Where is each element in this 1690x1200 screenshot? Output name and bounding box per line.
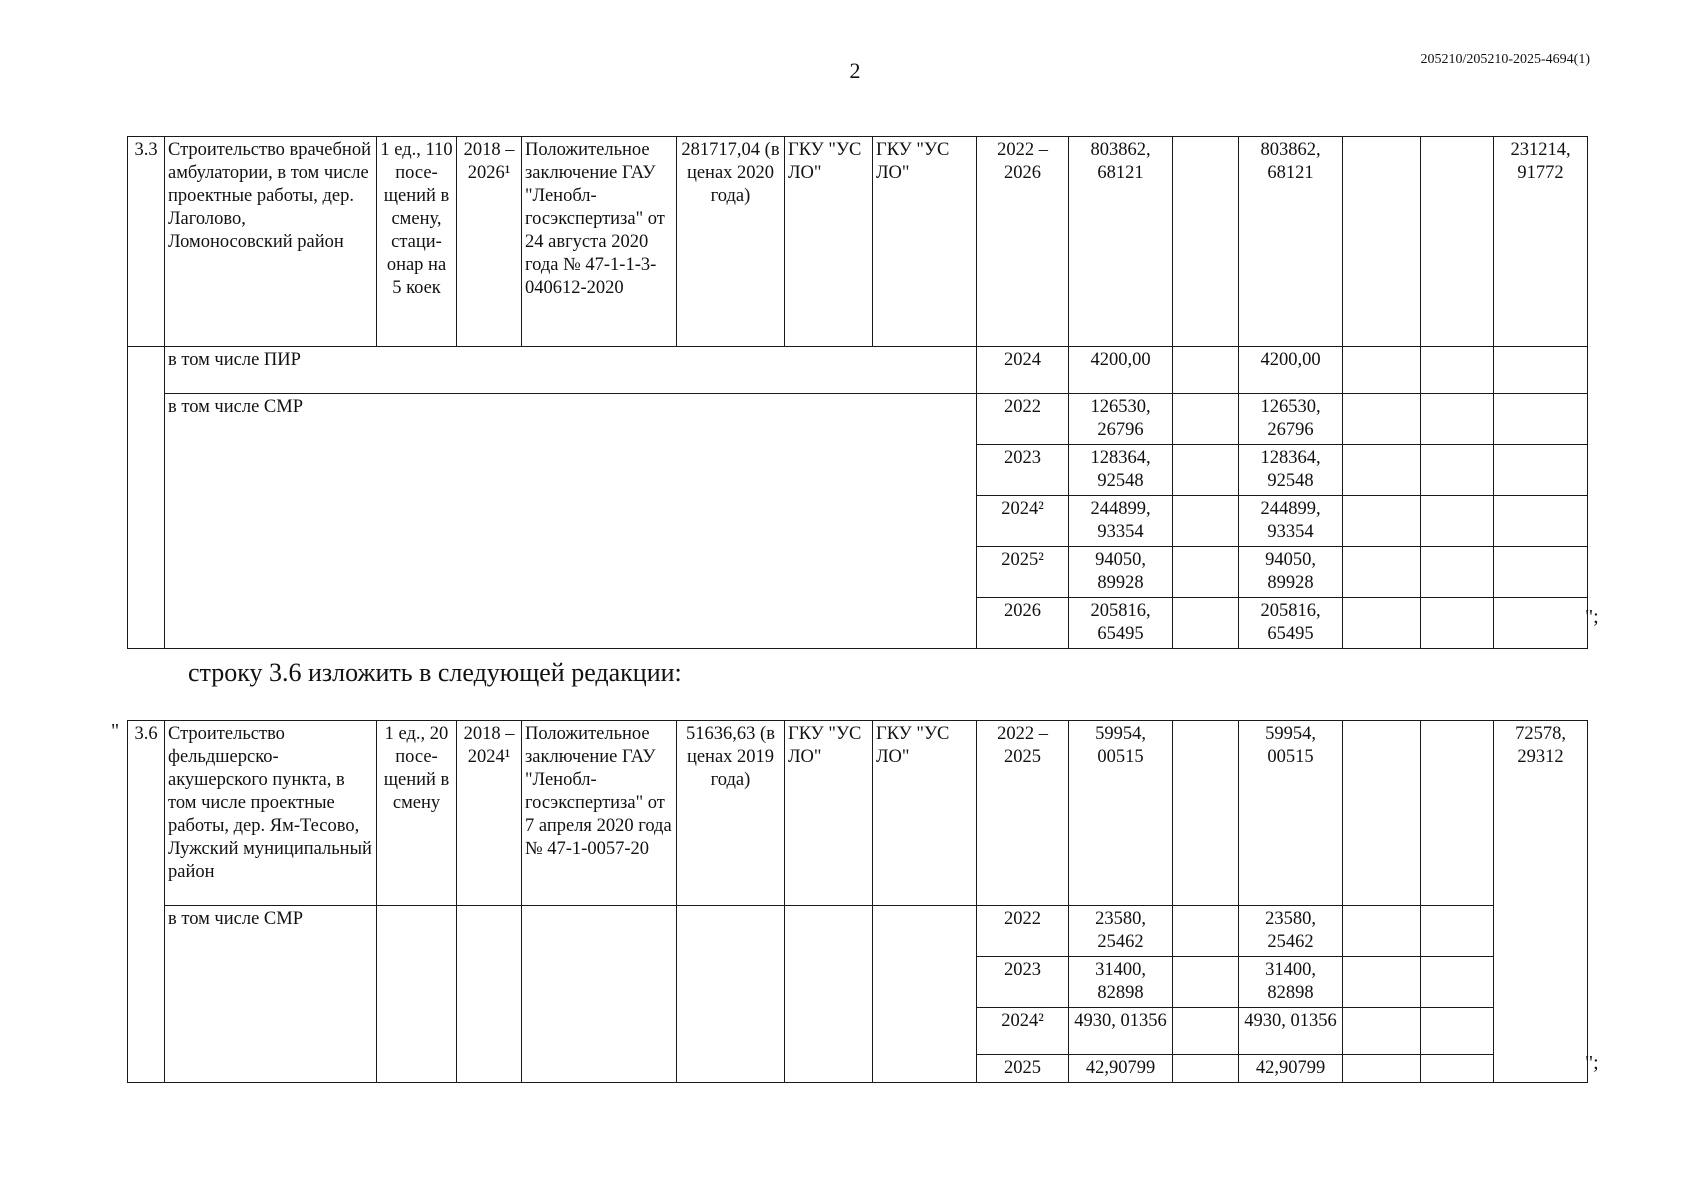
smr-total: 126530, 26796 xyxy=(1069,394,1173,445)
smr-remaining xyxy=(1494,598,1588,649)
row-number: 3.6 xyxy=(128,721,165,1083)
row-3-3-table xyxy=(127,136,1588,649)
financing-years: 2022 – 2025 xyxy=(977,721,1069,906)
smr-federal xyxy=(1173,496,1239,547)
smr-local xyxy=(1343,394,1421,445)
smr-other xyxy=(1421,1055,1494,1083)
capacity: 1 ед., 20 посе-щений в смену xyxy=(377,721,457,906)
total-financing: 59954, 00515 xyxy=(1069,721,1173,906)
smr-other xyxy=(1421,394,1494,445)
developer: ГКУ "УС ЛО" xyxy=(873,137,977,347)
smr-label: в том числе СМР xyxy=(165,394,977,649)
smr-year: 2024² xyxy=(977,1008,1069,1055)
customer-empty xyxy=(785,906,873,1083)
smr-local xyxy=(1343,496,1421,547)
smr-total: 94050, 89928 xyxy=(1069,547,1173,598)
smr-regional: 4930, 01356 xyxy=(1239,1008,1343,1055)
smr-regional: 244899, 93354 xyxy=(1239,496,1343,547)
row-number-continued xyxy=(128,347,165,649)
construction-period: 2018 – 2024¹ xyxy=(457,721,522,906)
smr-year: 2022 xyxy=(977,906,1069,957)
smr-federal xyxy=(1173,445,1239,496)
other-sources xyxy=(1421,721,1494,906)
local-budget xyxy=(1343,721,1421,906)
smr-year: 2022 xyxy=(977,394,1069,445)
cost-empty xyxy=(677,906,785,1083)
pir-total: 4200,00 xyxy=(1069,347,1173,394)
smr-year: 2025 xyxy=(977,1055,1069,1083)
customer: ГКУ "УС ЛО" xyxy=(785,137,873,347)
smr-regional: 23580, 25462 xyxy=(1239,906,1343,957)
smr-other xyxy=(1421,906,1494,957)
local-budget xyxy=(1343,137,1421,347)
smr-total: 4930, 01356 xyxy=(1069,1008,1173,1055)
regional-budget: 803862, 68121 xyxy=(1239,137,1343,347)
smr-other xyxy=(1421,1008,1494,1055)
smr-remaining xyxy=(1494,394,1588,445)
smr-other xyxy=(1421,547,1494,598)
smr-regional: 31400, 82898 xyxy=(1239,957,1343,1008)
object-name: Строительство врачебной амбулатории, в том числе проектные работы, дер. Лаголово, Ломоносовский район xyxy=(165,137,377,347)
smr-label: в том числе СМР xyxy=(165,906,377,1083)
smr-other xyxy=(1421,496,1494,547)
page-number: 2 xyxy=(849,58,861,83)
smr-local xyxy=(1343,445,1421,496)
smr-total: 31400, 82898 xyxy=(1069,957,1173,1008)
period-empty xyxy=(457,906,522,1083)
closing-quote: "; xyxy=(1585,606,1599,628)
capacity: 1 ед., 110 посе-щений в смену, стаци-онар на 5 коек xyxy=(377,137,457,347)
smr-regional: 94050, 89928 xyxy=(1239,547,1343,598)
smr-year: 2023 xyxy=(977,445,1069,496)
smr-year: 2023 xyxy=(977,957,1069,1008)
estimated-cost: 51636,63 (в ценах 2019 года) xyxy=(677,721,785,906)
smr-total: 244899, 93354 xyxy=(1069,496,1173,547)
smr-regional: 205816, 65495 xyxy=(1239,598,1343,649)
smr-year: 2024² xyxy=(977,496,1069,547)
smr-other xyxy=(1421,957,1494,1008)
smr-federal xyxy=(1173,598,1239,649)
smr-federal xyxy=(1173,394,1239,445)
opening-quote: " xyxy=(111,720,120,742)
estimated-cost: 281717,04 (в ценах 2020 года) xyxy=(677,137,785,347)
developer-empty xyxy=(873,906,977,1083)
pir-label: в том числе ПИР xyxy=(165,347,977,394)
smr-regional: 128364, 92548 xyxy=(1239,445,1343,496)
pir-other xyxy=(1421,347,1494,394)
developer: ГКУ "УС ЛО" xyxy=(873,721,977,906)
closing-quote: "; xyxy=(1585,1052,1599,1074)
smr-federal xyxy=(1173,1008,1239,1055)
smr-total: 205816, 65495 xyxy=(1069,598,1173,649)
smr-local xyxy=(1343,598,1421,649)
smr-local xyxy=(1343,1008,1421,1055)
smr-federal xyxy=(1173,906,1239,957)
smr-regional: 42,90799 xyxy=(1239,1055,1343,1083)
row-number: 3.3 xyxy=(128,137,165,347)
instruction-text: строку 3.6 изложить в следующей редакции: xyxy=(188,658,682,687)
regional-budget: 59954, 00515 xyxy=(1239,721,1343,906)
smr-year: 2025² xyxy=(977,547,1069,598)
smr-other xyxy=(1421,598,1494,649)
federal-budget xyxy=(1173,137,1239,347)
conclusion-empty xyxy=(522,906,677,1083)
smr-local xyxy=(1343,1055,1421,1083)
construction-period: 2018 – 2026¹ xyxy=(457,137,522,347)
pir-federal xyxy=(1173,347,1239,394)
smr-local xyxy=(1343,957,1421,1008)
smr-year: 2026 xyxy=(977,598,1069,649)
smr-other xyxy=(1421,445,1494,496)
customer: ГКУ "УС ЛО" xyxy=(785,721,873,906)
smr-regional: 126530, 26796 xyxy=(1239,394,1343,445)
smr-local xyxy=(1343,906,1421,957)
smr-federal xyxy=(1173,957,1239,1008)
pir-local xyxy=(1343,347,1421,394)
document-id: 205210/205210-2025-4694(1) xyxy=(1420,52,1590,67)
smr-total: 23580, 25462 xyxy=(1069,906,1173,957)
object-name: Строительство фельдшерско-акушерского пункта, в том числе проектные работы, дер. Ям-Тесово, Лужский муниципальный район xyxy=(165,721,377,906)
smr-total: 42,90799 xyxy=(1069,1055,1173,1083)
smr-remaining xyxy=(1494,496,1588,547)
financing-years: 2022 – 2026 xyxy=(977,137,1069,347)
smr-remaining xyxy=(1494,445,1588,496)
federal-budget xyxy=(1173,721,1239,906)
total-financing: 803862, 68121 xyxy=(1069,137,1173,347)
other-sources xyxy=(1421,137,1494,347)
expert-conclusion: Положительное заключение ГАУ "Ленобл-госэкспертиза" от 7 апреля 2020 года № 47-1-0057-20 xyxy=(522,721,677,906)
pir-regional: 4200,00 xyxy=(1239,347,1343,394)
row-3-6-table xyxy=(127,720,1588,1083)
smr-total: 128364, 92548 xyxy=(1069,445,1173,496)
capacity-empty xyxy=(377,906,457,1083)
smr-local xyxy=(1343,547,1421,598)
pir-remaining xyxy=(1494,347,1588,394)
expert-conclusion: Положительное заключение ГАУ "Ленобл-госэкспертиза" от 24 августа 2020 года № 47-1-1-3-040612-2020 xyxy=(522,137,677,347)
smr-federal xyxy=(1173,1055,1239,1083)
remaining-cost: 231214, 91772 xyxy=(1494,137,1588,347)
pir-year: 2024 xyxy=(977,347,1069,394)
smr-remaining xyxy=(1494,547,1588,598)
smr-federal xyxy=(1173,547,1239,598)
remaining-cost: 72578, 29312 xyxy=(1494,721,1588,1083)
